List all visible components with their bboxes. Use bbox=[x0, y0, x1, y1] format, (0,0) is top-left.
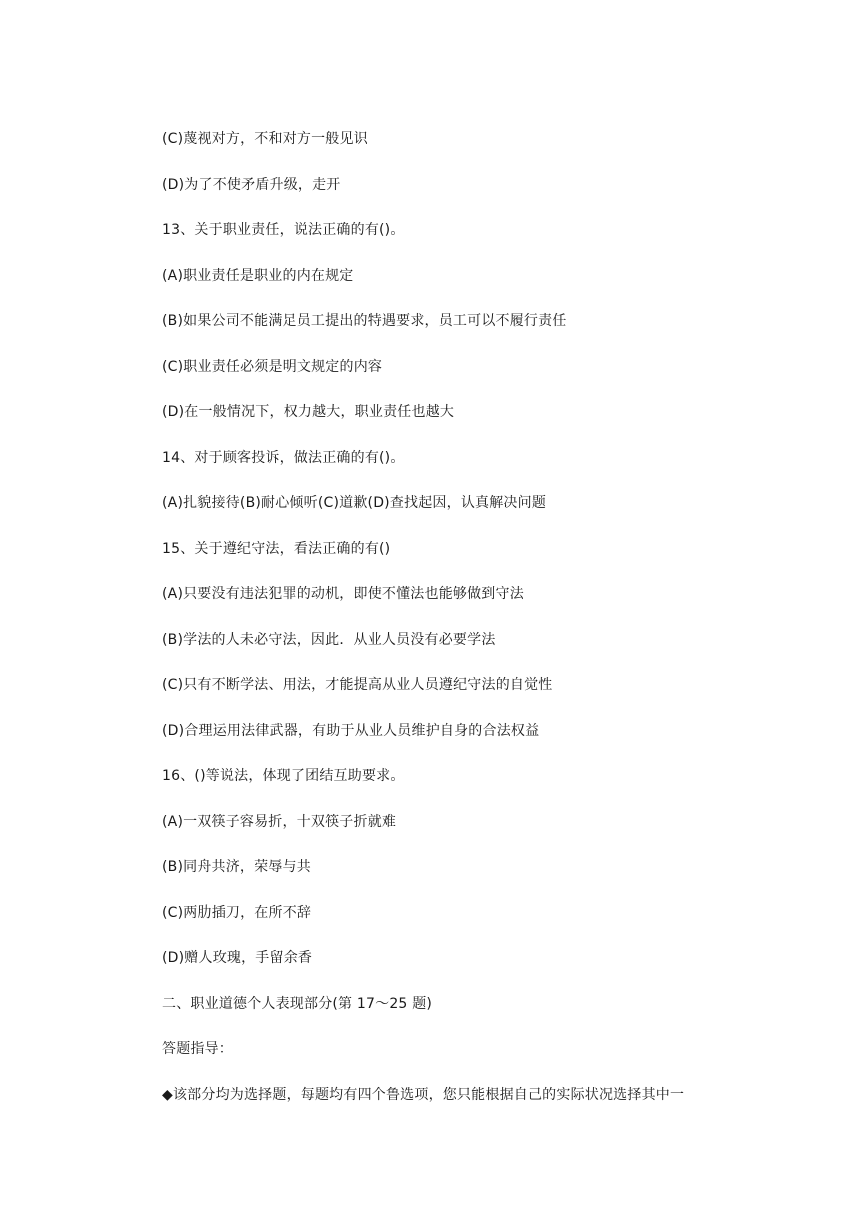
option-15-b: (B)学法的人未必守法，因此．从业人员没有必要学法 bbox=[162, 632, 496, 648]
options-14: (A)扎貌接待(B)耐心倾听(C)道歉(D)查找起因，认真解决问题 bbox=[162, 495, 547, 511]
option-16-d: (D)赠人玫瑰，手留余香 bbox=[162, 950, 313, 966]
option-13-d: (D)在一般情况下，权力越大，职业责任也越大 bbox=[162, 404, 455, 420]
section-heading: 二、职业道德个人表现部分(第 17～25 题) bbox=[162, 996, 433, 1012]
question-15: 15、关于遵纪守法，看法正确的有() bbox=[162, 541, 391, 557]
question-13: 13、关于职业责任，说法正确的有()。 bbox=[162, 222, 405, 238]
option-15-d: (D)合理运用法律武器，有助于从业人员维护自身的合法权益 bbox=[162, 723, 540, 739]
option-13-c: (C)职业责任必须是明文规定的内容 bbox=[162, 359, 383, 375]
option-16-a: (A)一双筷子容易折，十双筷子折就难 bbox=[162, 814, 397, 830]
option-16-c: (C)两肋插刀，在所不辞 bbox=[162, 905, 312, 921]
option-15-c: (C)只有不断学法、用法，才能提高从业人员遵纪守法的自觉性 bbox=[162, 677, 553, 693]
option-15-a: (A)只要没有违法犯罪的动机，即使不懂法也能够做到守法 bbox=[162, 586, 524, 602]
question-16: 16、()等说法，体现了团结互助要求。 bbox=[162, 768, 405, 784]
option-13-a: (A)职业责任是职业的内在规定 bbox=[162, 268, 354, 284]
option-16-b: (B)同舟共济，荣辱与共 bbox=[162, 859, 311, 875]
instruction-item: ◆该部分均为选择题，每题均有四个鲁选项，您只能根据自己的实际状况选择其中一 bbox=[162, 1087, 685, 1103]
question-14: 14、对于顾客投诉，做法正确的有()。 bbox=[162, 450, 405, 466]
instructions-heading: 答题指导： bbox=[162, 1041, 233, 1057]
option-13-b: (B)如果公司不能满足员工提出的特遇要求，员工可以不履行责任 bbox=[162, 313, 567, 329]
option-12-d: (D)为了不使矛盾升级，走开 bbox=[162, 177, 341, 193]
option-12-c: (C)蔑视对方，不和对方一般见识 bbox=[162, 131, 368, 147]
